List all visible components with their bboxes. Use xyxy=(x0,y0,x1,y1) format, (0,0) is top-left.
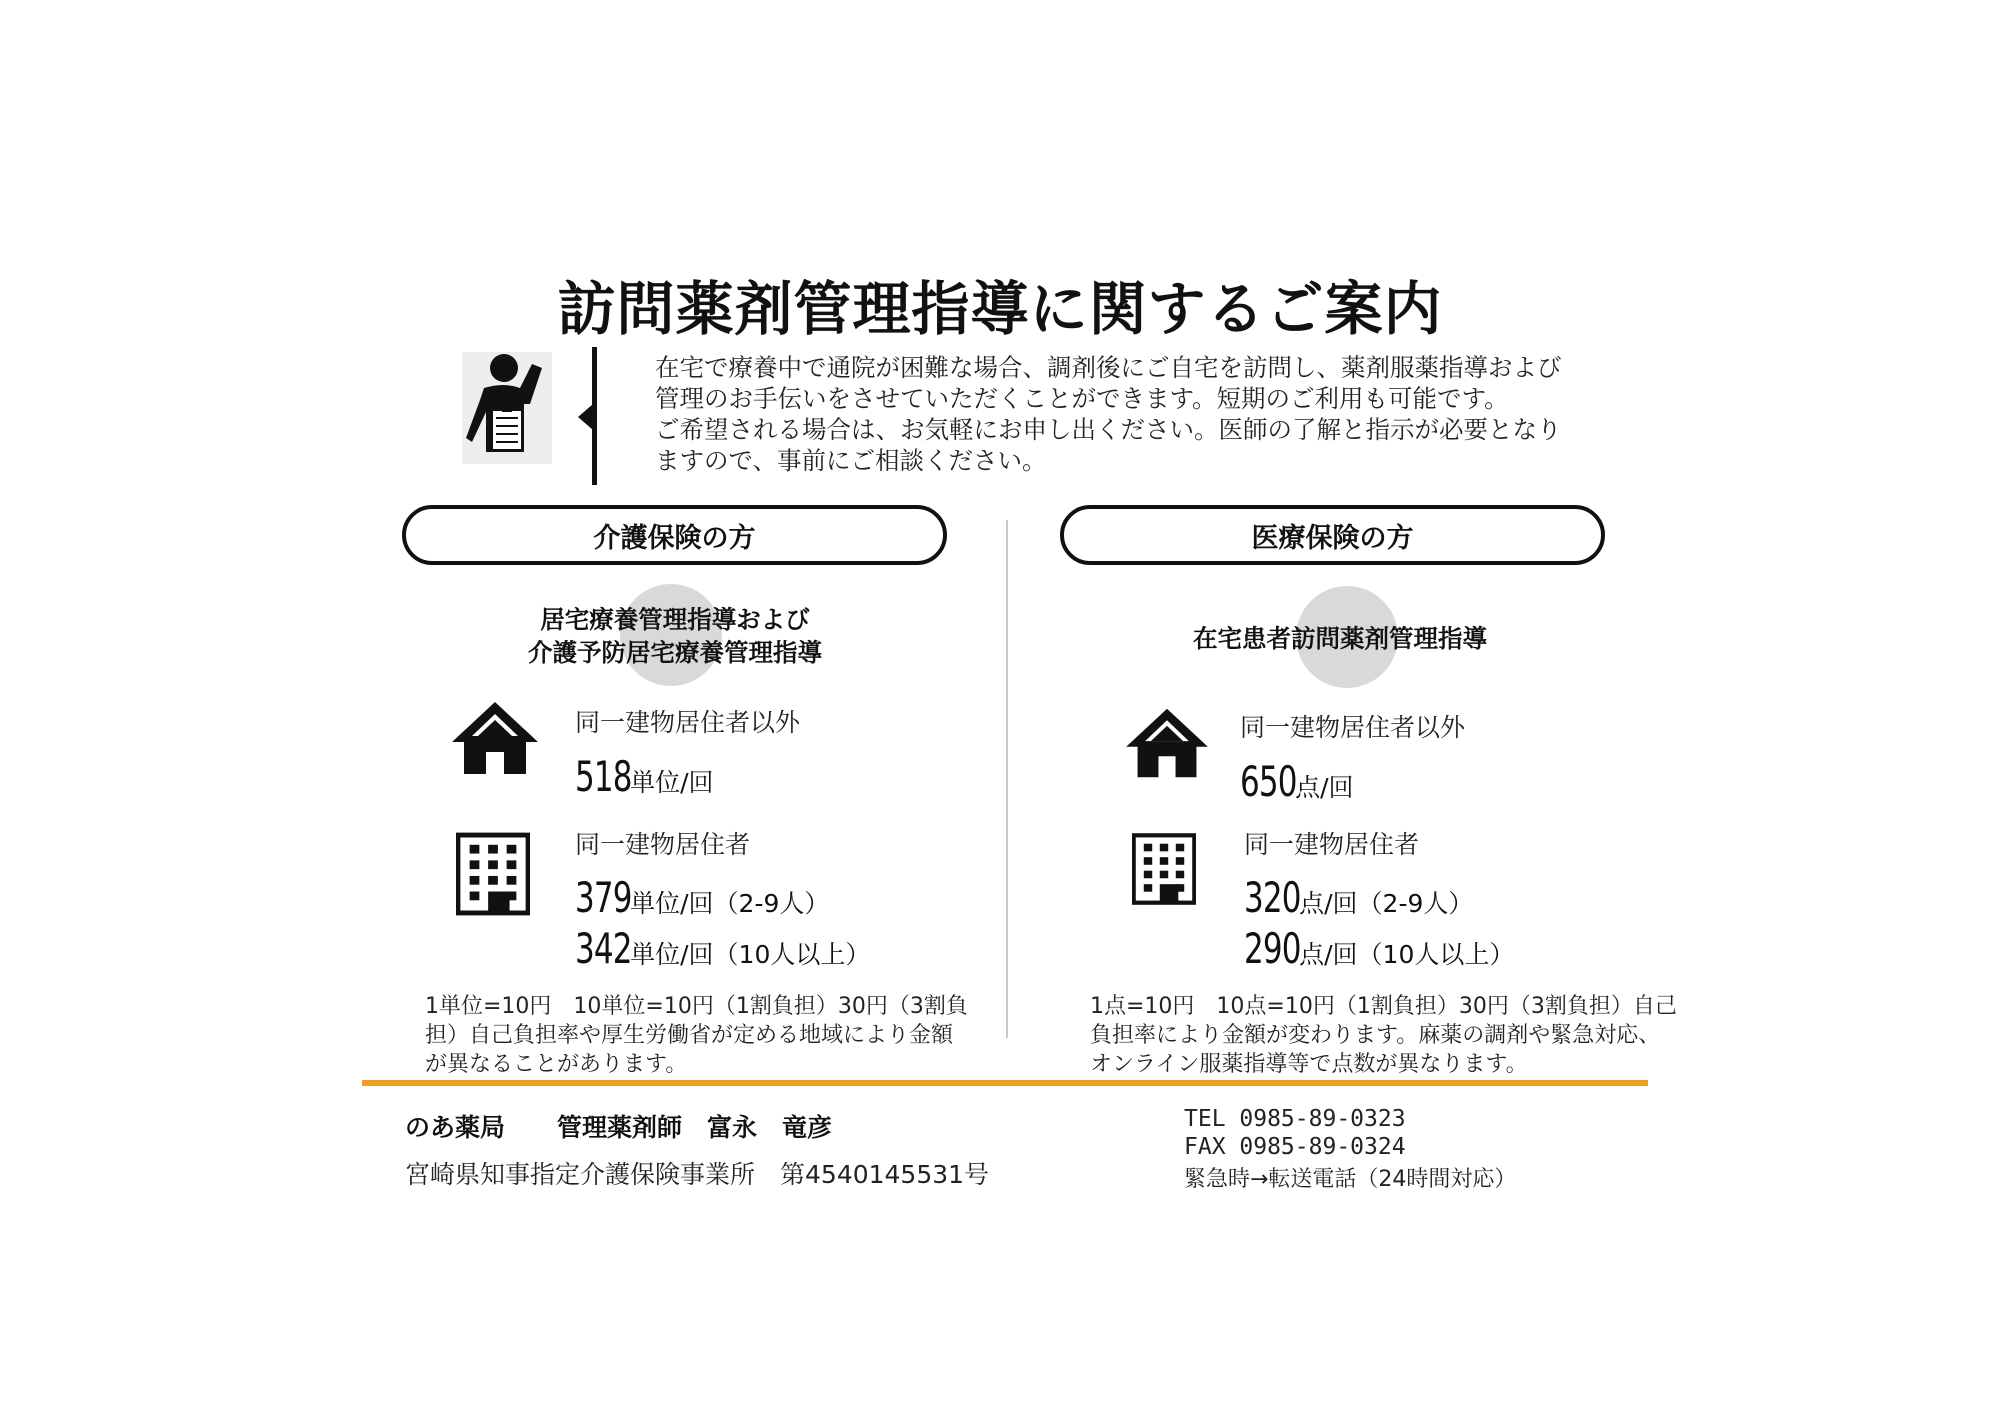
house-icon xyxy=(450,698,540,778)
care-house-unit: 単位/回 xyxy=(630,768,714,797)
intro-paragraph-2: ご希望される場合は、お気軽にお申し出ください。医師の了解と指示が必要となりますので、事前にご相談ください。 xyxy=(655,415,1562,475)
care-building-unit-1: 単位/回（2-9人） xyxy=(630,889,830,918)
pharmacist-in-charge: 管理薬剤師 富永 竜彦 xyxy=(557,1113,833,1142)
medical-house-label: 同一建物居住者以外 xyxy=(1240,713,1466,742)
care-house-label: 同一建物居住者以外 xyxy=(575,708,801,737)
pharmacist-icon xyxy=(462,352,552,464)
medical-building-value-2: 290 xyxy=(1244,924,1301,973)
apartment-building-icon xyxy=(1132,830,1196,908)
medical-building-unit-2: 点/回（10人以上） xyxy=(1299,940,1515,969)
medical-note: 1点=10円 10点=10円（1割負担）30円（3割負担）自己負担率により金額が変わります。麻薬の調剤や緊急対応、オンライン服薬指導等で点数が異なります。 xyxy=(1090,994,1677,1077)
tel-number[interactable]: TEL 0985-89-0323 xyxy=(1184,1106,1406,1132)
care-building-value-2: 342 xyxy=(575,924,632,973)
footer-accent-rule xyxy=(362,1080,1648,1086)
medical-service-title xyxy=(1140,622,1540,655)
care-note: 1単位=10円 10単位=10円（1割負担）30円（3割負担）自己負担率や厚生労働省が定める地域により金額が異なることがあります。 xyxy=(425,994,968,1077)
license-number: 宮崎県知事指定介護保険事業所 第4540145531号 xyxy=(405,1160,990,1189)
medical-building-label: 同一建物居住者 xyxy=(1244,830,1420,859)
emergency-contact: 緊急時→転送電話（24時間対応） xyxy=(1184,1167,1517,1192)
medical-building-value-1: 320 xyxy=(1244,873,1301,922)
page-title: 訪問薬剤管理指導に関するご案内 xyxy=(557,275,1443,343)
speech-bubble-pointer xyxy=(578,404,593,430)
fax-number: FAX 0985-89-0324 xyxy=(1184,1134,1406,1160)
care-house-amount xyxy=(575,752,714,801)
apartment-building-icon xyxy=(456,832,530,916)
care-house-value: 518 xyxy=(575,752,632,801)
care-building-value-1: 379 xyxy=(575,873,632,922)
care-building-amount-1 xyxy=(575,873,829,922)
medical-insurance-header-label: 医療保険の方 xyxy=(1251,522,1414,554)
house-icon xyxy=(1124,705,1210,781)
medical-house-unit: 点/回 xyxy=(1295,773,1354,802)
care-service-title-line-1: 居宅療養管理指導および xyxy=(540,605,810,634)
column-divider xyxy=(1006,520,1008,1038)
medical-service-title-line: 在宅患者訪問薬剤管理指導 xyxy=(1193,624,1487,653)
care-building-unit-2: 単位/回（10人以上） xyxy=(630,940,871,969)
care-service-title xyxy=(475,603,875,669)
intro-text xyxy=(655,352,1575,504)
pharmacy-name: のあ薬局 xyxy=(405,1113,506,1142)
care-insurance-header-label: 介護保険の方 xyxy=(593,522,756,554)
care-insurance-header xyxy=(402,505,947,565)
medical-building-unit-1: 点/回（2-9人） xyxy=(1299,889,1474,918)
medical-building-amount-2 xyxy=(1244,924,1514,973)
care-service-title-line-2: 介護予防居宅療養管理指導 xyxy=(528,638,822,667)
medical-house-amount xyxy=(1240,757,1354,806)
care-building-amount-2 xyxy=(575,924,870,973)
medical-house-value: 650 xyxy=(1240,757,1297,806)
medical-insurance-header xyxy=(1060,505,1605,565)
care-building-label: 同一建物居住者 xyxy=(575,830,751,859)
medical-building-amount-1 xyxy=(1244,873,1473,922)
footer-pharmacy-line xyxy=(405,1108,832,1144)
intro-paragraph-1: 在宅で療養中で通院が困難な場合、調剤後にご自宅を訪問し、薬剤服薬指導および管理のお手伝いをさせていただくことができます。短期のご利用も可能です。 xyxy=(655,353,1562,413)
